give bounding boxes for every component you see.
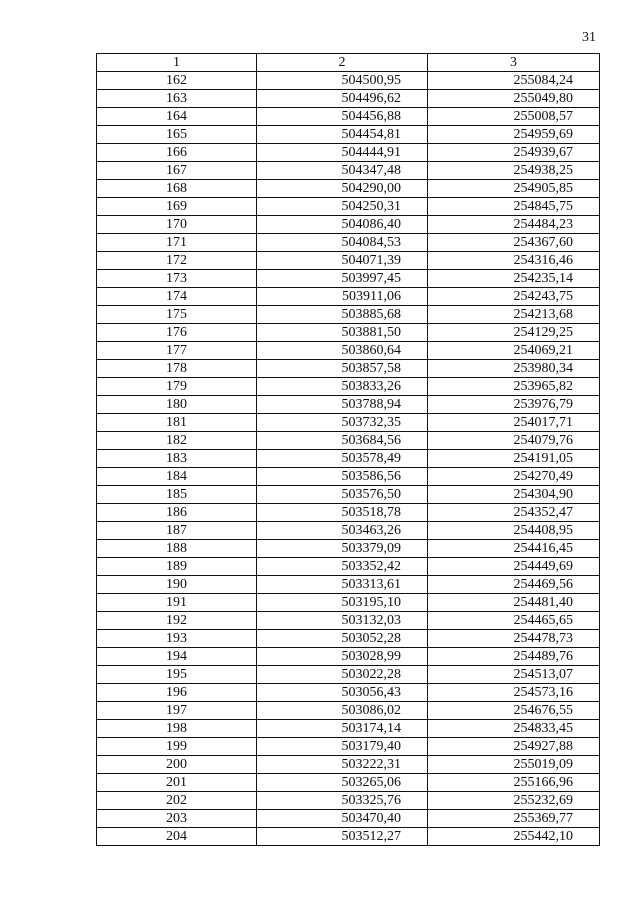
point-number-cell: 193 <box>97 630 257 648</box>
y-coordinate-cell: 254469,56 <box>428 576 600 594</box>
x-coordinate-cell: 504071,39 <box>257 252 428 270</box>
table-row <box>97 666 600 684</box>
y-coordinate-cell: 254449,69 <box>428 558 600 576</box>
table-row <box>97 288 600 306</box>
table-row <box>97 684 600 702</box>
y-coordinate-cell: 254243,75 <box>428 288 600 306</box>
point-number-cell: 179 <box>97 378 257 396</box>
point-number-cell: 198 <box>97 720 257 738</box>
table-row <box>97 396 600 414</box>
x-coordinate-cell: 503576,50 <box>257 486 428 504</box>
point-number-cell: 176 <box>97 324 257 342</box>
point-number-cell: 191 <box>97 594 257 612</box>
point-number-cell: 164 <box>97 108 257 126</box>
table-row <box>97 504 600 522</box>
point-number-cell: 177 <box>97 342 257 360</box>
x-coordinate-cell: 503578,49 <box>257 450 428 468</box>
table-row <box>97 450 600 468</box>
x-coordinate-cell: 503788,94 <box>257 396 428 414</box>
table-row <box>97 774 600 792</box>
y-coordinate-cell: 255019,09 <box>428 756 600 774</box>
coordinates-table <box>96 53 600 846</box>
point-number-cell: 186 <box>97 504 257 522</box>
x-coordinate-cell: 504444,91 <box>257 144 428 162</box>
point-number-cell: 196 <box>97 684 257 702</box>
table-row <box>97 108 600 126</box>
x-coordinate-cell: 503028,99 <box>257 648 428 666</box>
table-row <box>97 360 600 378</box>
table-row <box>97 126 600 144</box>
column-header-y: 3 <box>428 54 600 72</box>
table-row <box>97 792 600 810</box>
x-coordinate-cell: 503052,28 <box>257 630 428 648</box>
column-header-point: 1 <box>97 54 257 72</box>
x-coordinate-cell: 503586,56 <box>257 468 428 486</box>
x-coordinate-cell: 503086,02 <box>257 702 428 720</box>
y-coordinate-cell: 255084,24 <box>428 72 600 90</box>
point-number-cell: 170 <box>97 216 257 234</box>
point-number-cell: 175 <box>97 306 257 324</box>
y-coordinate-cell: 253965,82 <box>428 378 600 396</box>
x-coordinate-cell: 503265,06 <box>257 774 428 792</box>
point-number-cell: 194 <box>97 648 257 666</box>
table-row <box>97 198 600 216</box>
x-coordinate-cell: 503512,27 <box>257 828 428 846</box>
point-number-cell: 197 <box>97 702 257 720</box>
x-coordinate-cell: 503518,78 <box>257 504 428 522</box>
point-number-cell: 189 <box>97 558 257 576</box>
table-row <box>97 90 600 108</box>
y-coordinate-cell: 254478,73 <box>428 630 600 648</box>
x-coordinate-cell: 503463,26 <box>257 522 428 540</box>
table-row <box>97 324 600 342</box>
point-number-cell: 167 <box>97 162 257 180</box>
y-coordinate-cell: 255166,96 <box>428 774 600 792</box>
point-number-cell: 172 <box>97 252 257 270</box>
point-number-cell: 166 <box>97 144 257 162</box>
point-number-cell: 188 <box>97 540 257 558</box>
table-row <box>97 378 600 396</box>
x-coordinate-cell: 504500,95 <box>257 72 428 90</box>
x-coordinate-cell: 503179,40 <box>257 738 428 756</box>
x-coordinate-cell: 503470,40 <box>257 810 428 828</box>
column-header-x: 2 <box>257 54 428 72</box>
x-coordinate-cell: 503997,45 <box>257 270 428 288</box>
table-row <box>97 594 600 612</box>
x-coordinate-cell: 504290,00 <box>257 180 428 198</box>
x-coordinate-cell: 503881,50 <box>257 324 428 342</box>
point-number-cell: 174 <box>97 288 257 306</box>
point-number-cell: 199 <box>97 738 257 756</box>
y-coordinate-cell: 254959,69 <box>428 126 600 144</box>
table-row <box>97 180 600 198</box>
y-coordinate-cell: 254676,55 <box>428 702 600 720</box>
y-coordinate-cell: 254481,40 <box>428 594 600 612</box>
y-coordinate-cell: 255232,69 <box>428 792 600 810</box>
point-number-cell: 168 <box>97 180 257 198</box>
y-coordinate-cell: 254939,67 <box>428 144 600 162</box>
point-number-cell: 195 <box>97 666 257 684</box>
point-number-cell: 203 <box>97 810 257 828</box>
table-row <box>97 702 600 720</box>
table-row <box>97 144 600 162</box>
table-row <box>97 576 600 594</box>
x-coordinate-cell: 503325,76 <box>257 792 428 810</box>
x-coordinate-cell: 504250,31 <box>257 198 428 216</box>
y-coordinate-cell: 254069,21 <box>428 342 600 360</box>
point-number-cell: 169 <box>97 198 257 216</box>
x-coordinate-cell: 503379,09 <box>257 540 428 558</box>
y-coordinate-cell: 254573,16 <box>428 684 600 702</box>
x-coordinate-cell: 504496,62 <box>257 90 428 108</box>
point-number-cell: 178 <box>97 360 257 378</box>
table-row <box>97 810 600 828</box>
x-coordinate-cell: 503056,43 <box>257 684 428 702</box>
point-number-cell: 202 <box>97 792 257 810</box>
y-coordinate-cell: 254416,45 <box>428 540 600 558</box>
point-number-cell: 185 <box>97 486 257 504</box>
x-coordinate-cell: 504086,40 <box>257 216 428 234</box>
y-coordinate-cell: 254129,25 <box>428 324 600 342</box>
x-coordinate-cell: 504347,48 <box>257 162 428 180</box>
table-row <box>97 558 600 576</box>
y-coordinate-cell: 253980,34 <box>428 360 600 378</box>
table-row <box>97 414 600 432</box>
x-coordinate-cell: 504456,88 <box>257 108 428 126</box>
x-coordinate-cell: 503860,64 <box>257 342 428 360</box>
y-coordinate-cell: 254017,71 <box>428 414 600 432</box>
y-coordinate-cell: 254235,14 <box>428 270 600 288</box>
x-coordinate-cell: 503022,28 <box>257 666 428 684</box>
x-coordinate-cell: 503684,56 <box>257 432 428 450</box>
y-coordinate-cell: 254191,05 <box>428 450 600 468</box>
y-coordinate-cell: 254304,90 <box>428 486 600 504</box>
y-coordinate-cell: 255049,80 <box>428 90 600 108</box>
y-coordinate-cell: 254270,49 <box>428 468 600 486</box>
table-body <box>97 72 600 846</box>
x-coordinate-cell: 504454,81 <box>257 126 428 144</box>
point-number-cell: 184 <box>97 468 257 486</box>
table-row <box>97 270 600 288</box>
table-row <box>97 612 600 630</box>
table-row <box>97 216 600 234</box>
point-number-cell: 200 <box>97 756 257 774</box>
y-coordinate-cell: 255008,57 <box>428 108 600 126</box>
y-coordinate-cell: 253976,79 <box>428 396 600 414</box>
y-coordinate-cell: 255442,10 <box>428 828 600 846</box>
x-coordinate-cell: 504084,53 <box>257 234 428 252</box>
x-coordinate-cell: 503833,26 <box>257 378 428 396</box>
point-number-cell: 180 <box>97 396 257 414</box>
x-coordinate-cell: 503195,10 <box>257 594 428 612</box>
table-row <box>97 234 600 252</box>
x-coordinate-cell: 503313,61 <box>257 576 428 594</box>
table-row <box>97 540 600 558</box>
point-number-cell: 163 <box>97 90 257 108</box>
y-coordinate-cell: 254408,95 <box>428 522 600 540</box>
y-coordinate-cell: 254352,47 <box>428 504 600 522</box>
table-row <box>97 828 600 846</box>
y-coordinate-cell: 254079,76 <box>428 432 600 450</box>
point-number-cell: 187 <box>97 522 257 540</box>
y-coordinate-cell: 254927,88 <box>428 738 600 756</box>
point-number-cell: 192 <box>97 612 257 630</box>
x-coordinate-cell: 503885,68 <box>257 306 428 324</box>
x-coordinate-cell: 503132,03 <box>257 612 428 630</box>
table-row <box>97 522 600 540</box>
table-row <box>97 342 600 360</box>
table-row <box>97 648 600 666</box>
y-coordinate-cell: 254316,46 <box>428 252 600 270</box>
page-number: 31 <box>582 30 596 45</box>
x-coordinate-cell: 503732,35 <box>257 414 428 432</box>
point-number-cell: 190 <box>97 576 257 594</box>
table-row <box>97 738 600 756</box>
x-coordinate-cell: 503857,58 <box>257 360 428 378</box>
table-row <box>97 72 600 90</box>
table-row <box>97 306 600 324</box>
header-row <box>97 54 600 72</box>
point-number-cell: 182 <box>97 432 257 450</box>
table-row <box>97 630 600 648</box>
point-number-cell: 165 <box>97 126 257 144</box>
y-coordinate-cell: 254905,85 <box>428 180 600 198</box>
table-row <box>97 162 600 180</box>
y-coordinate-cell: 255369,77 <box>428 810 600 828</box>
y-coordinate-cell: 254465,65 <box>428 612 600 630</box>
table-row <box>97 468 600 486</box>
y-coordinate-cell: 254367,60 <box>428 234 600 252</box>
y-coordinate-cell: 254489,76 <box>428 648 600 666</box>
table-row <box>97 720 600 738</box>
table-row <box>97 252 600 270</box>
point-number-cell: 162 <box>97 72 257 90</box>
point-number-cell: 204 <box>97 828 257 846</box>
y-coordinate-cell: 254484,23 <box>428 216 600 234</box>
table-row <box>97 756 600 774</box>
y-coordinate-cell: 254833,45 <box>428 720 600 738</box>
x-coordinate-cell: 503352,42 <box>257 558 428 576</box>
point-number-cell: 171 <box>97 234 257 252</box>
x-coordinate-cell: 503222,31 <box>257 756 428 774</box>
y-coordinate-cell: 254213,68 <box>428 306 600 324</box>
y-coordinate-cell: 254938,25 <box>428 162 600 180</box>
point-number-cell: 201 <box>97 774 257 792</box>
x-coordinate-cell: 503911,06 <box>257 288 428 306</box>
point-number-cell: 181 <box>97 414 257 432</box>
y-coordinate-cell: 254513,07 <box>428 666 600 684</box>
point-number-cell: 183 <box>97 450 257 468</box>
y-coordinate-cell: 254845,75 <box>428 198 600 216</box>
table-header <box>97 54 600 72</box>
x-coordinate-cell: 503174,14 <box>257 720 428 738</box>
table-row <box>97 432 600 450</box>
point-number-cell: 173 <box>97 270 257 288</box>
table-row <box>97 486 600 504</box>
